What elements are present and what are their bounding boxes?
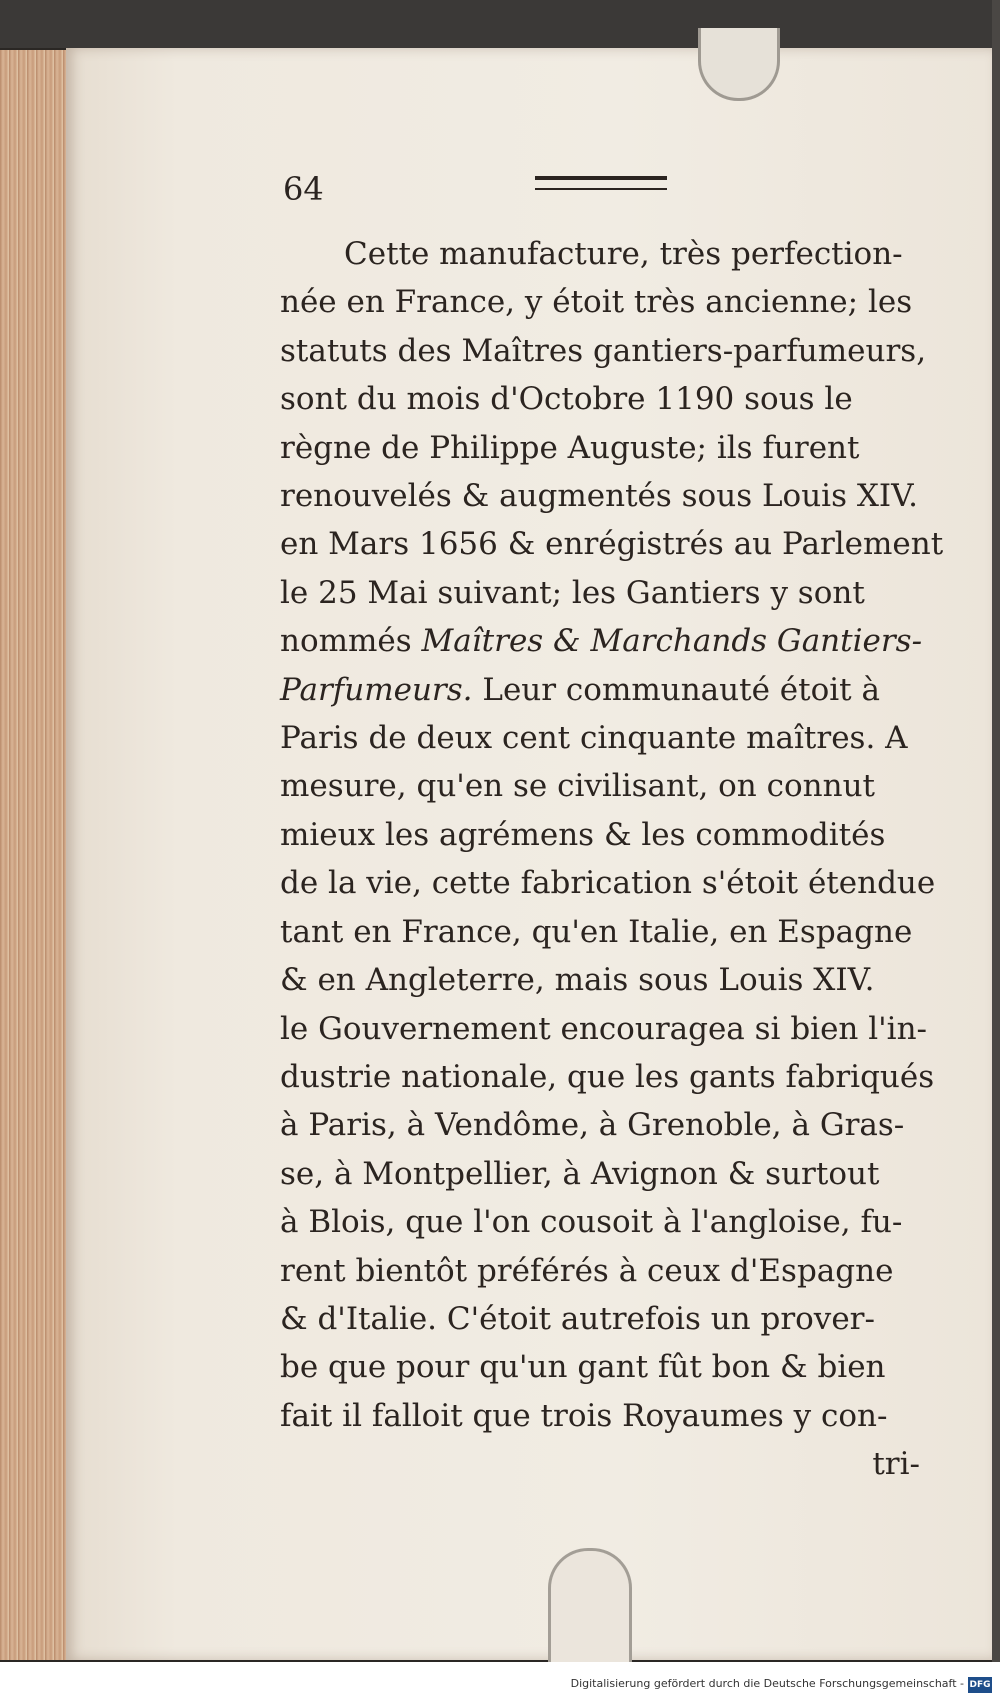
- line-text: mieux les agrémens & les commodités: [280, 816, 886, 853]
- text-line: [280, 762, 920, 810]
- line-text: à Blois, que l'on cousoit à l'angloise, fu-: [280, 1204, 903, 1241]
- italic-text: Maîtres & Marchands Gantiers-: [421, 623, 923, 660]
- line-text: nommés: [280, 623, 422, 660]
- line-text: de la vie, cette fabrication s'étoit étendue: [280, 865, 936, 902]
- text-line: [280, 666, 920, 714]
- text-line: [280, 327, 927, 375]
- line-text: fait il falloit que trois Royaumes y con-: [280, 1397, 888, 1434]
- text-line: [280, 424, 920, 472]
- line-text: & en Angleterre, mais sous Louis XIV.: [280, 962, 875, 999]
- text-line: [280, 1440, 920, 1488]
- line-text: le Gouvernement encouragea si bien l'in-: [280, 1010, 928, 1047]
- text-line: [280, 908, 920, 956]
- digitization-credit: Digitalisierung gefördert durch die Deutsche Forschungsgemeinschaft -: [570, 1677, 964, 1690]
- text-line: [280, 956, 920, 1004]
- line-text: Paris de deux cent cinquante maîtres. A: [280, 720, 908, 757]
- text-line: [280, 230, 920, 278]
- page-edges: [0, 50, 70, 1660]
- line-text: Cette manufacture, très perfection-: [344, 236, 903, 272]
- line-text: le 25 Mai suivant; les Gantiers y sont: [280, 574, 865, 611]
- line-text: tant en France, qu'en Italie, en Espagne: [280, 913, 913, 950]
- text-line: [280, 1150, 920, 1198]
- text-line: [280, 617, 923, 665]
- line-text: be que pour qu'un gant fût bon & bien: [280, 1349, 886, 1386]
- line-text: sont du mois d'Octobre 1190 sous le: [280, 381, 853, 418]
- italic-text: Parfumeurs.: [280, 671, 473, 708]
- line-text: mesure, qu'en se civilisant, on connut: [280, 768, 876, 805]
- header-rule: [535, 176, 667, 190]
- line-text: rent bientôt préférés à ceux d'Espagne: [280, 1252, 894, 1289]
- text-line: [280, 714, 920, 762]
- text-line: [280, 1053, 935, 1101]
- text-line: [280, 569, 920, 617]
- scanner-background-top: [0, 0, 1000, 48]
- line-text: tri-: [872, 1446, 920, 1483]
- text-line: [280, 375, 920, 423]
- text-line: [280, 520, 944, 568]
- text-line: [280, 278, 920, 326]
- text-line: [280, 811, 920, 859]
- text-line: [280, 1198, 920, 1246]
- text-line: [280, 1392, 920, 1440]
- page-clip-bottom: [548, 1548, 632, 1663]
- line-text: se, à Montpellier, à Avignon & surtout: [280, 1155, 880, 1192]
- scanner-background-right: [992, 0, 1000, 1702]
- line-text: en Mars 1656 & enrégistrés au Parlement: [280, 526, 944, 563]
- page-number: 64: [283, 170, 324, 208]
- line-text: & d'Italie. C'étoit autrefois un prover-: [280, 1300, 875, 1337]
- text-line: [280, 1343, 920, 1391]
- text-line: [280, 1247, 920, 1295]
- text-line: [280, 1295, 920, 1343]
- text-line: [280, 859, 936, 907]
- text-line: [280, 472, 920, 520]
- text-line: [280, 1005, 928, 1053]
- line-text: renouvelés & augmentés sous Louis XIV.: [280, 478, 918, 515]
- line-text: à Paris, à Vendôme, à Grenoble, à Gras-: [280, 1107, 905, 1144]
- text-line: [280, 1101, 920, 1149]
- line-text: statuts des Maîtres gantiers-parfumeurs,: [280, 332, 927, 369]
- line-text: née en France, y étoit très ancienne; les: [280, 284, 913, 321]
- line-text: règne de Philippe Auguste; ils furent: [280, 429, 860, 466]
- line-text: dustrie nationale, que les gants fabriqués: [280, 1058, 935, 1095]
- body-text: [280, 230, 944, 1489]
- dfg-logo: DFG: [968, 1677, 992, 1693]
- line-text: Leur communauté étoit à: [472, 671, 880, 708]
- footer-strip: [0, 1662, 1000, 1702]
